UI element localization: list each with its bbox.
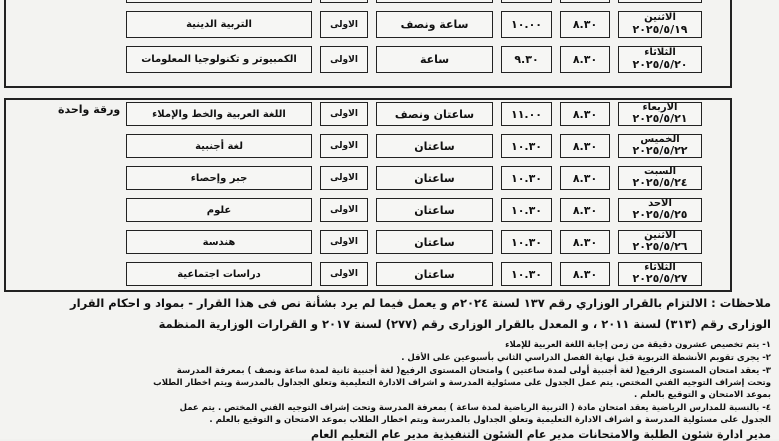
duration-value [414,0,454,1]
subject-cell [126,198,312,222]
to-value: ١٠.٣٠ [510,267,543,281]
to-value: ١٠.٣٠ [510,235,543,249]
duration-cell [376,134,493,158]
date-label: ٢٠٢٥/٥/٢٦ [632,240,688,254]
from-cell [560,166,610,190]
subject-value: اللغة العربية والخط والإملاء [152,108,286,120]
duration-value: ساعتان ونصف [394,107,475,121]
subject-value: لغة أجنبية [195,140,243,152]
day-label: الاربعاء [642,101,678,113]
day-label: السبت [643,165,677,177]
to-value [511,0,542,1]
term-cell [320,230,368,254]
from-value: ٨.٣٠ [572,171,598,185]
term-value: الاولى [330,19,358,30]
from-cell [560,0,610,3]
duration-value: ساعة [419,53,450,66]
to-cell [501,166,552,190]
table-row [0,226,779,258]
day-date-cell [618,262,702,286]
from-cell [560,134,610,158]
table-row [0,7,779,42]
term-cell [320,0,368,3]
table-row [0,258,779,290]
to-cell [501,46,552,73]
to-value: ٩.٣٠ [514,53,539,66]
term-value: الاولى [330,54,358,65]
table-row [0,194,779,226]
subject-value: جبر وإحصاء [190,172,248,184]
note-line-3: ١- يتم تخصيص عشرون دقيقة من زمن إجابة اللغة العربية للإملاء [505,340,771,350]
subject-value: دراسات اجتماعية [177,268,261,280]
note-line-4: ٢- يجرى تقويم الأنشطة التربوية قبل نهاية الفصل الدراسي الثاني بأسبوعين على الأقل . [401,353,771,363]
table-gap [0,88,779,98]
subject-value: علوم [206,204,232,216]
subject-value: التربية الدينية [186,19,252,30]
to-cell [501,262,552,286]
duration-cell [376,46,493,73]
to-cell [501,230,552,254]
term-value: الاولى [330,269,358,279]
duration-cell [376,102,493,126]
to-value: ١٠.٣٠ [510,203,543,217]
note-line-2: الوزارى رقم (٣١٣) لسنة ٢٠١١ ، و المعدل بالقرار الوزارى رقم (٢٧٧) لسنة ٢٠١٧ و القرارات الوزارية المنظمة [158,317,771,331]
from-cell [560,198,610,222]
term-cell [320,134,368,158]
term-cell [320,262,368,286]
to-value: ١٠.٠٠ [510,18,543,31]
date-label: ٢٠٢٥/٥/٢١ [632,112,688,126]
date-label: ٢٠٢٥/٥/٢٢ [632,144,688,158]
from-value: ٨.٣٠ [572,139,598,153]
table-border [4,0,6,86]
from-cell [560,230,610,254]
day-date-cell [618,102,702,126]
duration-value: ساعة ونصف [400,18,469,31]
day-date-cell [618,198,702,222]
note-line-5: ٣- يعقد امتحان المستوى الرفيع( لغة أجنبية أولى لمدة ساعتين ) وامتحان المستوى الرفيع( لغة أجنبية ثانية لمدة ساعة ونصف ) بمعرفة المدرسة [176,366,771,376]
subject-cell [126,134,312,158]
duration-cell [376,230,493,254]
term-value: الاولى [330,173,358,183]
day-date-cell [618,230,702,254]
day-date-cell [618,11,702,38]
duration-cell [376,262,493,286]
day-label: الثلاثاء [644,261,676,273]
date-label: ٢٠٢٥/٥/٢٤ [632,176,688,190]
from-value: ٨.٣٠ [572,107,598,121]
duration-cell [376,11,493,38]
notes-section [0,292,779,439]
from-value: ٨.٣٠ [572,203,598,217]
from-value: ٨.٣٠ [572,235,598,249]
day-date-cell [618,166,702,190]
table-row [0,42,779,77]
duration-value: ساعتان [414,139,455,153]
day-label: الاحد [648,197,672,209]
subject-cell [126,230,312,254]
to-cell [501,11,552,38]
from-cell [560,11,610,38]
to-value: ١١.٠٠ [510,107,543,121]
date-label [632,0,687,1]
term-value: الاولى [330,237,358,247]
to-value: ١٠.٣٠ [510,171,543,185]
to-cell [501,102,552,126]
date-label: ٢٠٢٥/٥/٢٠ [632,57,688,71]
date-label: ٢٠٢٥/٥/٢٧ [632,272,688,286]
day-date-cell [618,0,702,3]
table-border [4,98,732,100]
day-label: الاثنين [644,229,676,241]
table-border [4,98,6,292]
day-date-cell [618,46,702,73]
day-label: الاثنين [644,12,676,24]
from-cell [560,262,610,286]
table-row [0,162,779,194]
from-value: ٨.٣٠ [572,53,598,66]
term-cell [320,166,368,190]
to-cell [501,0,552,3]
subject-cell [126,11,312,38]
term-cell [320,46,368,73]
subject-cell [126,102,312,126]
subject-cell [126,262,312,286]
to-cell [501,198,552,222]
to-cell [501,134,552,158]
from-value [573,0,597,1]
side-note: ورقة واحدة [58,103,121,116]
note-line-6: وتحت إشراف التوجيه الفني المختص. يتم عمل الجدول على مسئولية المدرسة و اشراف الادارة التعليمية وتعلق الجداول بالمدرسة ويتم اخطار الطلاب [153,378,771,388]
note-line-9: الجدول على مسئولية المدرسة و اشراف الادارة التعليمية وتعلق الجداول بالمدرسة ويتم اخطار الطلاب بموعد الامتحان و التوقيع بالعلم . [209,415,771,425]
date-label: ٢٠٢٥/٥/٢٥ [632,208,688,222]
term-cell [320,11,368,38]
subject-cell [126,166,312,190]
table-border [730,98,732,292]
day-date-cell [618,134,702,158]
day-label: الخميس [640,133,680,145]
duration-value: ساعتان [414,203,455,217]
duration-value: ساعتان [414,267,455,281]
note-line-10: مدير ادارة شئون الطلبة والامتحانات مدير عام الشئون التنفيذية مدير عام التعليم العام [311,428,771,441]
from-value: ٨.٣٠ [572,267,598,281]
date-label: ٢٠٢٥/٥/١٩ [632,22,688,36]
term-cell [320,198,368,222]
subject-cell [126,0,312,3]
table-row [0,130,779,162]
term-value: الاولى [330,109,358,119]
term-value: الاولى [330,141,358,151]
duration-cell [376,198,493,222]
table-border [4,86,732,88]
to-value: ١٠.٣٠ [510,139,543,153]
subject-value: هندسة [202,236,236,248]
note-line-7: بموعد الامتحان و التوقيع بالعلم . [633,390,771,400]
term-value: الاولى [330,205,358,215]
duration-cell [376,166,493,190]
subject-cell [126,46,312,73]
table-border [730,0,732,86]
note-line-8: ٤- بالنسبة للمدارس الرياضية يعقد امتحان مادة ( التربية الرياضية لمدة ساعة ) بمعرفة المدرسة وتحت إشراف التوجيه الفني المختص . يتم عمل [179,403,771,413]
from-cell [560,102,610,126]
duration-value: ساعتان [414,171,455,185]
note-line-1: ملاحظات : الالتزام بالقرار الوزاري رقم ١٣٧ لسنة ٢٠٢٤م و يعمل فيما لم يرد بشأنة نص فى هذا القرار - بمواد و احكام القرار [70,296,771,310]
subject-value: الكمبيوتر و تكنولوجيا المعلومات [141,54,297,65]
duration-cell [376,0,493,3]
term-cell [320,102,368,126]
from-cell [560,46,610,73]
from-value: ٨.٣٠ [572,18,598,31]
day-label: الثلاثاء [644,47,676,59]
table-border [4,290,732,292]
duration-value: ساعتان [414,235,455,249]
table-row [0,0,779,7]
